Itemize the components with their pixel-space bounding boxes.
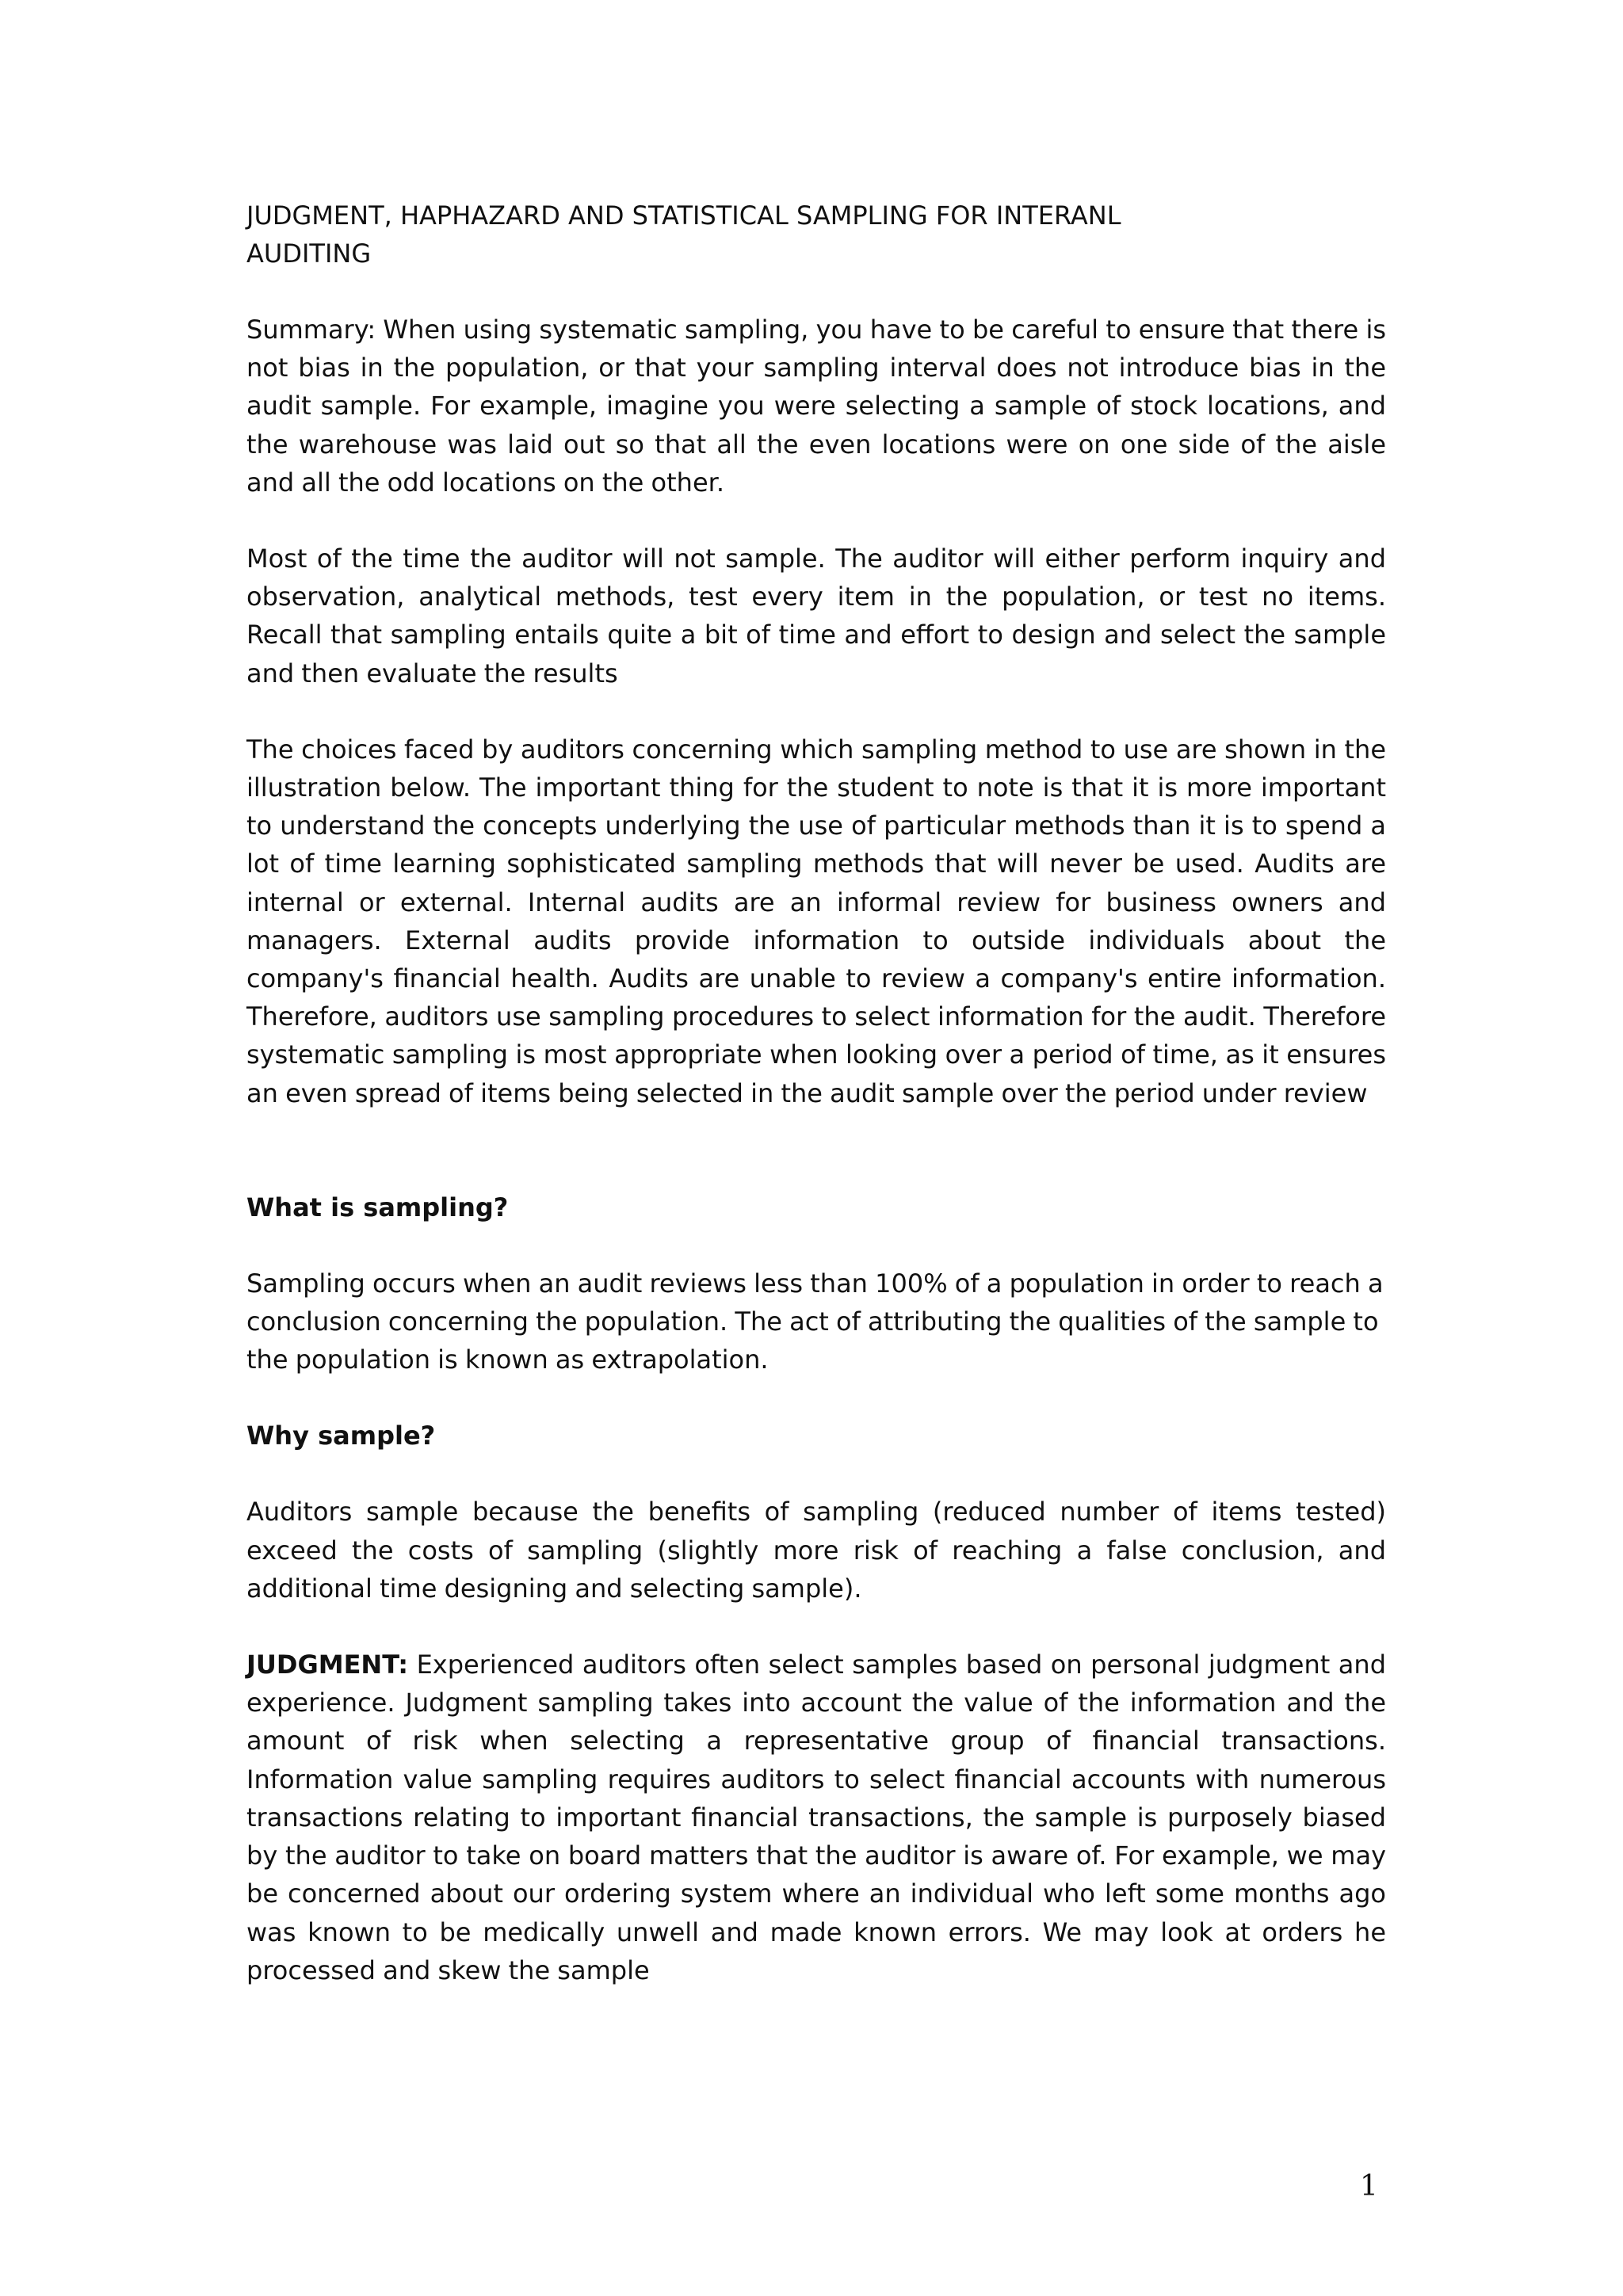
spacer — [246, 273, 1386, 311]
page-number: 1 — [1360, 2170, 1378, 2203]
sampling-choices-paragraph: The choices faced by auditors concerning which sampling method to use are shown in the illustration below. The important thing for the student to note is that it is more important to understand the concepts underlying the use of particular methods than it is to spend a lot of time learning sophisticated sampling methods that will never be used. Audits are internal or external. Internal audits are an informal review for business owners and managers. External audits provide information to outside individuals about the company's financial health. Audits are unable to review a company's entire information. Therefore, auditors use sampling procedures to select information for the audit. Therefore systematic sampling is most appropriate when looking over a period of time, as it ensures an even spread of items being selected in the audit sample over the period under review — [246, 734, 1386, 1108]
judgment-paragraph — [246, 1646, 1386, 1989]
document-page — [246, 196, 1386, 1989]
spacer — [246, 502, 1386, 540]
spacer — [246, 1455, 1386, 1493]
spacer — [246, 1112, 1386, 1188]
spacer — [246, 1226, 1386, 1264]
heading-why-sample: Why sample? — [246, 1421, 436, 1451]
heading-what-is-sampling: What is sampling? — [246, 1192, 509, 1222]
what-is-sampling-paragraph: Sampling occurs when an audit reviews less than 100% of a population in order to reach a conclusion concerning the population. The act of attributing the qualities of the sample to the population is known as extrapolation. — [246, 1268, 1384, 1375]
spacer — [246, 692, 1386, 730]
why-sample-paragraph: Auditors sample because the benefits of sampling (reduced number of items tested) exceed the costs of sampling (slightly more risk of reaching a false conclusion, and additional time designing and selecting sample). — [246, 1497, 1386, 1604]
sampling-effort-paragraph: Most of the time the auditor will not sample. The auditor will either perform inquiry and observation, analytical methods, test every item in the population, or test no items. Recall that sampling entails quite a bit of time and effort to design and select the sample and then evaluate the results — [246, 543, 1386, 688]
document-title: JUDGMENT, HAPHAZARD AND STATISTICAL SAMPLING FOR INTERANL AUDITING — [246, 200, 1121, 269]
judgment-lead: JUDGMENT: — [246, 1650, 409, 1680]
summary-paragraph: Summary: When using systematic sampling, you have to be careful to ensure that there is not bias in the population, or that your sampling interval does not introduce bias in the audit sample. For example, imagine you were selecting a sample of stock locations, and the warehouse was laid out so that all the even locations were on one side of the aisle and all the odd locations on the other. — [246, 315, 1386, 498]
judgment-text: Experienced auditors often select samples based on personal judgment and experience. Judgment sampling takes into account the value of the information and the amount of risk when selecting a representative group of financial transactions. Information value sampling requires auditors to select financial accounts with numerous transactions relating to important financial transactions, the sample is purposely biased by the auditor to take on board matters that the auditor is aware of. For example, we may be concerned about our ordering system where an individual who left some months ago was known to be medically unwell and made known errors. We may look at orders he processed and skew the sample — [246, 1650, 1386, 1985]
spacer — [246, 1608, 1386, 1646]
spacer — [246, 1379, 1386, 1417]
